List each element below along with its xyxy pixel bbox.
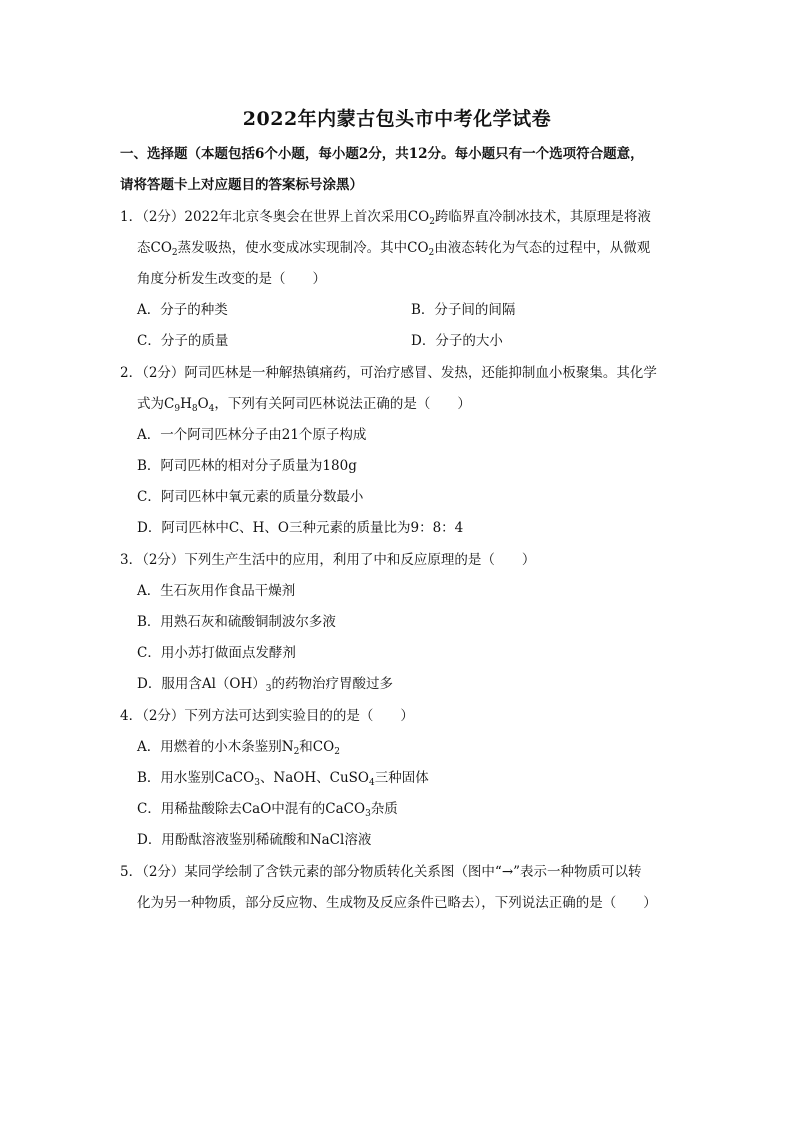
question-1-option-c: C．分子的质量 [137, 333, 229, 349]
question-4-option-d: D．用酚酞溶液鉴别稀硫酸和NaCl溶液 [137, 832, 372, 848]
question-4-line-1: 4．（2分）下列方法可达到实验目的的是（ ） [120, 708, 414, 724]
question-1-line-1: 1．（2分）2022年北京冬奥会在世界上首次采用$CO_2$跨临界直冷制冰技术，其原理是将液 [120, 209, 651, 227]
question-1-option-d: D．分子的大小 [411, 333, 503, 349]
question-2-line-1: 2．（2分）阿司匹林是一种解热镇痛药，可治疗感冒、发热，还能抑制血小板聚集。其化学 [120, 365, 657, 381]
section-heading-line-1: 一、选择题（本题包括6个小题，每小题2分，共12分。每小题只有一个选项符合题意， [120, 146, 644, 162]
question-2-option-d: D．阿司匹林中C、H、O三种元素的质量比为9：8：4 [137, 520, 464, 536]
question-1-line-3: 角度分析发生改变的是（ ） [137, 271, 326, 287]
question-2-line-2: 式为$C_9H_8O_4$，下列有关阿司匹林说法正确的是（ ） [137, 396, 471, 414]
question-3-option-d: D．服用含$Al(OH)_3$的药物治疗胃酸过多 [137, 676, 393, 694]
exam-title: 2022年内蒙古包头市中考化学试卷 [242, 108, 552, 130]
question-4-option-c: C．用稀盐酸除去CaO中混有的CaCO$_3$杂质 [137, 801, 398, 819]
question-2-option-b: B．阿司匹林的相对分子质量为180g [137, 458, 357, 474]
question-5-line-1: 5．（2分）某同学绘制了含铁元素的部分物质转化关系图（图中“→”表示一种物质可以转 [120, 864, 642, 880]
question-3-line-1: 3．（2分）下列生产生活中的应用，利用了中和反应原理的是（ ） [120, 552, 536, 568]
section-heading [120, 139, 680, 201]
question-2-option-a: A．一个阿司匹林分子由21个原子构成 [137, 427, 367, 443]
section-heading-line-2: 请将答题卡上对应题目的答案标号涂黑） [120, 177, 363, 193]
question-4-option-b: B．用水鉴别CaCO$_3$、NaOH、CuSO$_4$三种固体 [137, 770, 429, 788]
question-2-option-c: C．阿司匹林中氧元素的质量分数最小 [137, 489, 364, 505]
question-3-option-c: C．用小苏打做面点发酵剂 [137, 645, 296, 661]
question-1-line-2: 态$CO_2$蒸发吸热，使水变成冰实现制冷。其中$CO_2$由液态转化为气态的过程中，从微观 [137, 240, 651, 258]
question-5-line-2: 化为另一种物质，部分反应物、生成物及反应条件已略去），下列说法正确的是（ ） [137, 895, 657, 911]
question-1-option-a: A．分子的种类 [137, 302, 228, 318]
question-1-option-b: B．分子间的间隔 [411, 302, 516, 318]
question-3-option-b: B．用熟石灰和硫酸铜制波尔多液 [137, 614, 336, 630]
question-3-option-a: A．生石灰用作食品干燥剂 [137, 583, 296, 599]
question-4-option-a: A．用燃着的小木条鉴别$N_2$和$CO_2$ [137, 739, 340, 757]
